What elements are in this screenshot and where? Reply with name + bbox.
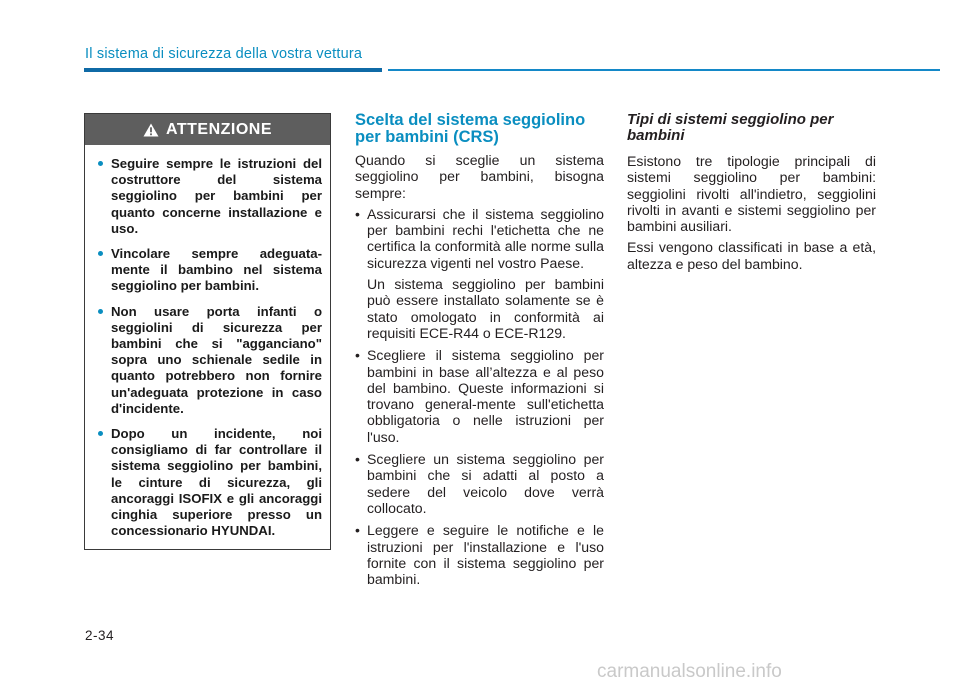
types-title-line1: Tipi di sistemi seggiolino per (627, 111, 834, 128)
header-rule-dark (84, 68, 382, 72)
section-title-line2: per bambini (CRS) (355, 128, 499, 146)
section-title (355, 112, 604, 146)
section-title-line1: Scelta del sistema seggiolino (355, 111, 586, 129)
bullet-item (355, 451, 604, 516)
section-intro: Quando si sceglie un sistema seggiolino per bambini, bisogna sempre: (355, 152, 604, 201)
bullet-text: Leggere e seguire le notifiche e le istruzioni per l'installazione e l'uso fornite con il sistema seggiolino per bambini. (367, 522, 604, 588)
bullet-text: Scegliere il sistema seggiolino per bambini in base all’altezza e al peso del bambino. Queste informazioni si trovano general-mente sull'etichetta obbligatoria o nelle istruzioni per l'uso. (367, 347, 604, 445)
section-bullet-list (355, 206, 604, 588)
section-types (627, 112, 876, 277)
page-number: 2-34 (85, 628, 115, 643)
section-crs (355, 112, 604, 593)
warning-item: Seguire sempre le istruzioni del costruttore del sistema seggiolino per bambini per quanto concerne installazione e uso. (103, 156, 322, 237)
warning-list (85, 145, 330, 539)
warning-item: Dopo un incidente, noi consigliamo di far controllare il sistema seggiolino per bambini, le cinture di sicurezza, gli ancoraggi ISOFIX e gli ancoraggi cinghia superiore presso un concessionario HYUNDAI. (103, 426, 322, 539)
bullet-item (355, 347, 604, 445)
watermark: carmanualsonline.info (597, 661, 782, 682)
bullet-item (355, 522, 604, 587)
types-title (627, 112, 876, 144)
warning-item: Vincolare sempre adeguata-mente il bambino nel sistema seggiolino per bambini. (103, 246, 322, 295)
header-rule-light (388, 69, 940, 71)
warning-triangle-icon (143, 123, 159, 137)
warning-header (85, 114, 330, 145)
bullet-text: Scegliere un sistema seggiolino per bambini che si adatti al posto a sedere del veicolo dove verrà collocato. (367, 451, 604, 516)
header-title: Il sistema di sicurezza della vostra vettura (85, 46, 363, 62)
warning-item: Non usare porta infanti o seggiolini di sicurezza per bambini che si "agganciano" sopra uno schienale sedile in quanto potrebbero non fornire un'adeguata protezione in caso d'incidente. (103, 304, 322, 417)
bullet-item (355, 206, 604, 341)
types-paragraph: Essi vengono classificati in base a età, altezza e peso del bambino. (627, 239, 876, 272)
warning-box (84, 113, 331, 550)
types-title-line2: bambini (627, 127, 685, 144)
bullet-subtext: Un sistema seggiolino per bambini può essere installato solamente se è stato omologato in conformità ai requisiti ECE-R44 o ECE-R129. (367, 276, 604, 341)
types-paragraph: Esistono tre tipologie principali di sistemi seggiolino per bambini: seggiolini rivolti all'indietro, seggiolini rivolti in avanti e sistemi seggiolino per bambini ausiliari. (627, 153, 876, 235)
warning-title: ATTENZIONE (165, 120, 273, 138)
bullet-text: Assicurarsi che il sistema seggiolino per bambini rechi l'etichetta che ne certifica la conformità alle norme sulla sicurezza vigenti nel vostro Paese. (367, 205, 604, 271)
